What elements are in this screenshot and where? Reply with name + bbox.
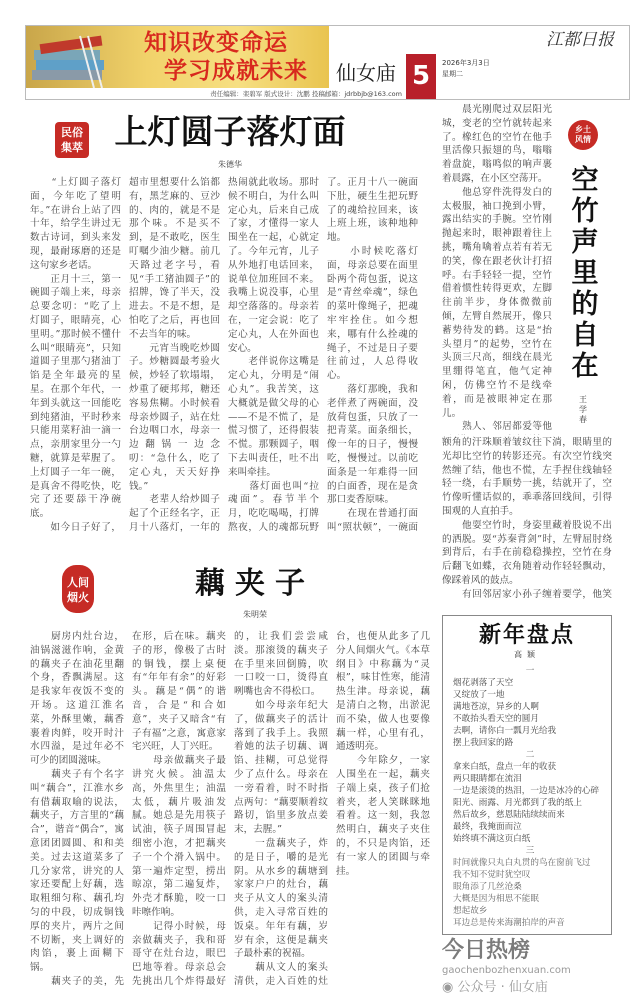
books-illustration: [30, 34, 120, 88]
column-seal-life: [62, 565, 94, 613]
wechat-icon: ◉: [442, 980, 458, 995]
article-body-upper: 晨光刚爬过双层阳光城，变老的空竹就转起来了。橡红色的空竹在他手里活像只振翅的鸟，嗡嗡着盘旋，嗡鸣似的响声裹着晨露，在小区空荡开。 他总穿件洗得发白的太极服，袖口挽到小臂，露出结实的手腕。空竹刚抛起来时，眼神跟着往上挑，嘴角噙着点若有若无的笑，像在跟老伙计打招呼。右手轻轻一提，空竹借着惯性转得更欢，左脚往前半步，身体微微前倾，左臂自然展开，像只蓄势待发的鹤。这是“抬头望月”的起势，空竹在头顶三尺高，细线在晨光里绷得笔直，他气定神闲，仿佛空竹不是线牵着，而是被眼神定在那儿。 熟人、邻居都爱等他: [442, 104, 552, 433]
seal-text: 民俗集萃: [61, 126, 83, 154]
poem-section-number: 一: [525, 666, 535, 676]
seal-text: 风情: [575, 134, 591, 144]
poem-title: 新年盘点: [478, 622, 575, 648]
article-author: 朱德华: [218, 160, 242, 169]
poem-stanza: 时间就像只丸白丸贯的鸟在窗前飞过 我不知不觉时犹空叹 眼角添了几丝沧桑 大概是因为相思不能眠 想起故乡 耳边总是传来海潮拍岸的声音: [453, 858, 591, 928]
seal-text: 人间烟火: [67, 576, 89, 604]
watermark-account-text: 公众号 · 仙女庙: [457, 980, 548, 995]
poem-section-number: 二: [525, 750, 535, 760]
article-title: 空竹声里的自在: [571, 165, 599, 382]
watermark-logo: 今日热榜: [442, 938, 531, 963]
slogan-banner: [26, 26, 329, 88]
issue-date: [442, 58, 490, 80]
seal-text: 土: [583, 124, 591, 134]
date-text: 2026年3月3日: [442, 59, 490, 67]
newspaper-logo: 江都日报: [546, 30, 614, 50]
section-name: 仙女庙: [336, 61, 396, 85]
masthead: [25, 25, 630, 100]
column-seal-local: [568, 120, 598, 150]
weekday-text: 星期二: [442, 70, 463, 78]
poem-box: [442, 615, 612, 935]
article-body-lower: 额角的汗珠顺着皱纹往下淌，眼睛里的光却比空竹的转影还亮。有次空竹线突然缠了结，他也不慌，左手捏住线轴轻轻一绕，右手顺势一挑，结就开了，空竹像听懂话似的，乖乖落回线间，引得围观的人直拍手。 他耍空竹时，身姿里藏着股说不出的洒脱。耍“苏秦背剑”时，左臂屈肘绕到背后，右手在前稳稳操控，空竹在身后翻飞如蝶，衣角随着动作轻轻飘动，像踩着风的鼓点。 有回邻居家小孙子缠着要学，他笑: [442, 437, 612, 600]
editor-info: 责任编辑：栾碧军 版式设计：沈鹏 投稿邮箱：jdrbbjb@163.com: [210, 90, 402, 98]
article-body: “上灯圆子落灯面，今年吃了望明年。”在讲台上站了四十年，给学生讲过无数古诗词，到头来发现，最耐琢磨的还是这句家乡老话。 正月十三，第一碗圆子端上来，母亲总要念叨：“吃了上灯圆子，眼睛亮，心里明。”那时候不懂什么叫“眼睛亮”，只知道圆子里那勺猪油丁馅是全年最亮的星星。在那个年代，一年到头就这一回能吃到纯猪油，平时秒来只能用菜籽油一滴一点，亲朋家里分一勺糖，就算是荤腥了。上灯圆子一年一碗，是真舍不得吃快，吃完了还要舔干净碗底。 如今日子好了，超市里想要什么馅都有，黑芝麻的、豆沙的、肉的，就是不是那个味。不是买不到，是不敢吃，医生叮嘱少油少糖。前几天路过老字号，看见“手工猪油圆子”的招牌，馋了半天，没进去。不是不想，是怕吃了之后，再也回不去当年的味。 元宵当晚吃炒圆子。炒糖圆最考验火候，炒轻了软塌塌，炒重了硬邦邦，糖还容易焦糊。小时候看母亲炒圆子，站在灶台边咽口水，母亲一边翻锅一边念叨：“急什么，吃了定心丸，天天好挣钱。” 老辈人给炒圆子起了个正经名字，正月十八落灯，一年的热闹就此收场。那时候不明白，为什么叫定心丸，后来自己成了家，才懂得一家人围坐在一起，心就定了。今年元宵，儿子从外地打电话回来，说单位加班回不来。我嘴上说没事，心里却空落落的。母亲若在，一定会说：吃了定心丸，人在外面也安心。 老伴说你这嘴是定心丸，分明是“闹心丸”。我苦笑，这大概就是做父母的心——不是不慌了，是慌习惯了，还得假装不慌。那颗圆子，咽下去叫责任，吐不出来叫牵挂。 落灯面也叫“拉魂面”。春节半个月，吃吃喝喝，打牌熬夜，人的魂都玩野了。正月十八一碗面下肚，硬生生把玩野了的魂给拉回来，该上班上班，该种地种地。 小时候吃落灯面，母亲总要在面里卧两个荷包蛋，说这是“青丝牵魂”，绿色的菜叶像绳子，把魂牢牢拴住。如今想来，哪有什么拴魂的绳子，不过是日子要往前过，人总得收心。 落灯那晚，我和老伴煮了两碗面，没放荷包蛋，只放了一把青菜。面条细长，像一年的日子，慢慢吃，慢慢过。以前吃面条是一年难得一回的白面香，现在是贪那口麦香原味。 在现在普通打面叫“照状顿”，一碗面: [30, 177, 418, 533]
article-author: 朱明荣: [243, 610, 267, 619]
slogan-line-1: 知识改变命运: [144, 30, 288, 56]
article-author: 王学春: [579, 395, 587, 424]
poem-author: 高颖: [514, 650, 540, 659]
article-body: 厨房内灶台边，油锅滋滋作响，金黄的藕夹子在油花里翻个身，香飘满屋。这是我家年夜饭不变的开场。这道江淮名菜，外酥里嫩，藕香裹着肉鲜，咬开时汁水四溢，是过年必不可少的团圆滋味。 藕夹子有个名字叫“藕合”，江淮水乡有借藕取喻的说法，藕夹子，方言里的“藕合”，谐音“偶合”，寓意团团圆圆、和和美美。过去这道菜多了几分家常，讲究的人家还要配上好藕，选取粗细匀称、藕孔均匀的中段，切成铜钱厚的夹片，两片之间不切断，夹上调好的肉馅，裹上面糊下锅。 藕夹子的美，先在形，后在味。藕夹子的形，像极了古时的铜钱，摆上桌便有“年年有余”的好彩头。藕是“偶”的谐音，合是“和合如意”，夹子又暗含“有子有福”之意，寓意家宅兴旺，人丁兴旺。 母亲做藕夹子最讲究火候。油温太高，外焦里生；油温太低，藕片吸油发腻。她总是先用筷子试油，筷子周围冒起细密小泡，才把藕夹子一个个滑入锅中。第一遍炸定型，捞出晾凉，第二遍复炸，外壳才酥脆，咬一口咔嚓作响。 记得小时候，母亲做藕夹子，我和哥哥守在灶台边，眼巴巴地等着。母亲总会先挑出几个炸得最好的，让我们尝尝咸淡。那滚烫的藕夹子在手里来回倒腾，吹一口咬一口，烫得直咧嘴也舍不得松口。 如今母亲年纪大了，做藕夹子的活计落到了我手上。我照着她的法子切藕、调馅、挂糊，可总觉得少了点什么。母亲在一旁看着，时不时指点两句：“藕要顺着纹路切，馅里多放点姜末，去腥。” 一盘藕夹子，炸的是日子，嚼的是光阴。从水乡的藕塘到家家户户的灶台，藕夹子从文人的案头清供，走入寻常百姓的饭桌。年年有藕，岁岁有余，这便是藕夹子最朴素的祝福。 藕从文人的案头清供，走入百姓的灶台，也便从此多了几分人间烟火气。《本草纲目》中称藕为“灵根”，味甘性寒，能清热生津。母亲说，藕是清白之物，出淤泥而不染，做人也要像藕一样，心里有孔，通透明亮。 今年除夕，一家人围坐在一起，藕夹子端上桌，孩子们抢着夹，老人笑眯眯地看着。这一刻，我忽然明白，藕夹子夹住的，不只是肉馅，还有一家人的团圆与牵挂。: [30, 631, 430, 987]
slogan-line-2: 学习成就未来: [164, 58, 308, 84]
article-title: 上灯圆子落灯面: [114, 112, 346, 151]
watermark-url: gaochenbozhenxuan.com: [442, 965, 571, 976]
seal-text: 乡: [575, 124, 583, 134]
poem-stanza: 烟花剥落了天空 又绽放了一地 满地苍凉，异乡的人啊 不敢抬头看天空的圆月 去啊，请你白一瓢月光给我 摆上我回家的路: [453, 678, 557, 748]
page-number: 5: [406, 54, 436, 99]
watermark-account: [442, 980, 548, 996]
article-title: 藕夹子: [195, 566, 315, 601]
poem-section-number: 三: [525, 846, 535, 856]
poem-stanza: 拿来白纸，盘点一年的收获 两只眼睛都在流泪 一边是滚烫的热泪，一边是冰冷的心碎 阳光、雨露、月光都到了我的纸上 然后故乡，慈恩陆陆续续而来 最终，我掩面而泣 始终填不满这页白纸: [453, 762, 600, 844]
column-seal-folk: [55, 122, 89, 158]
